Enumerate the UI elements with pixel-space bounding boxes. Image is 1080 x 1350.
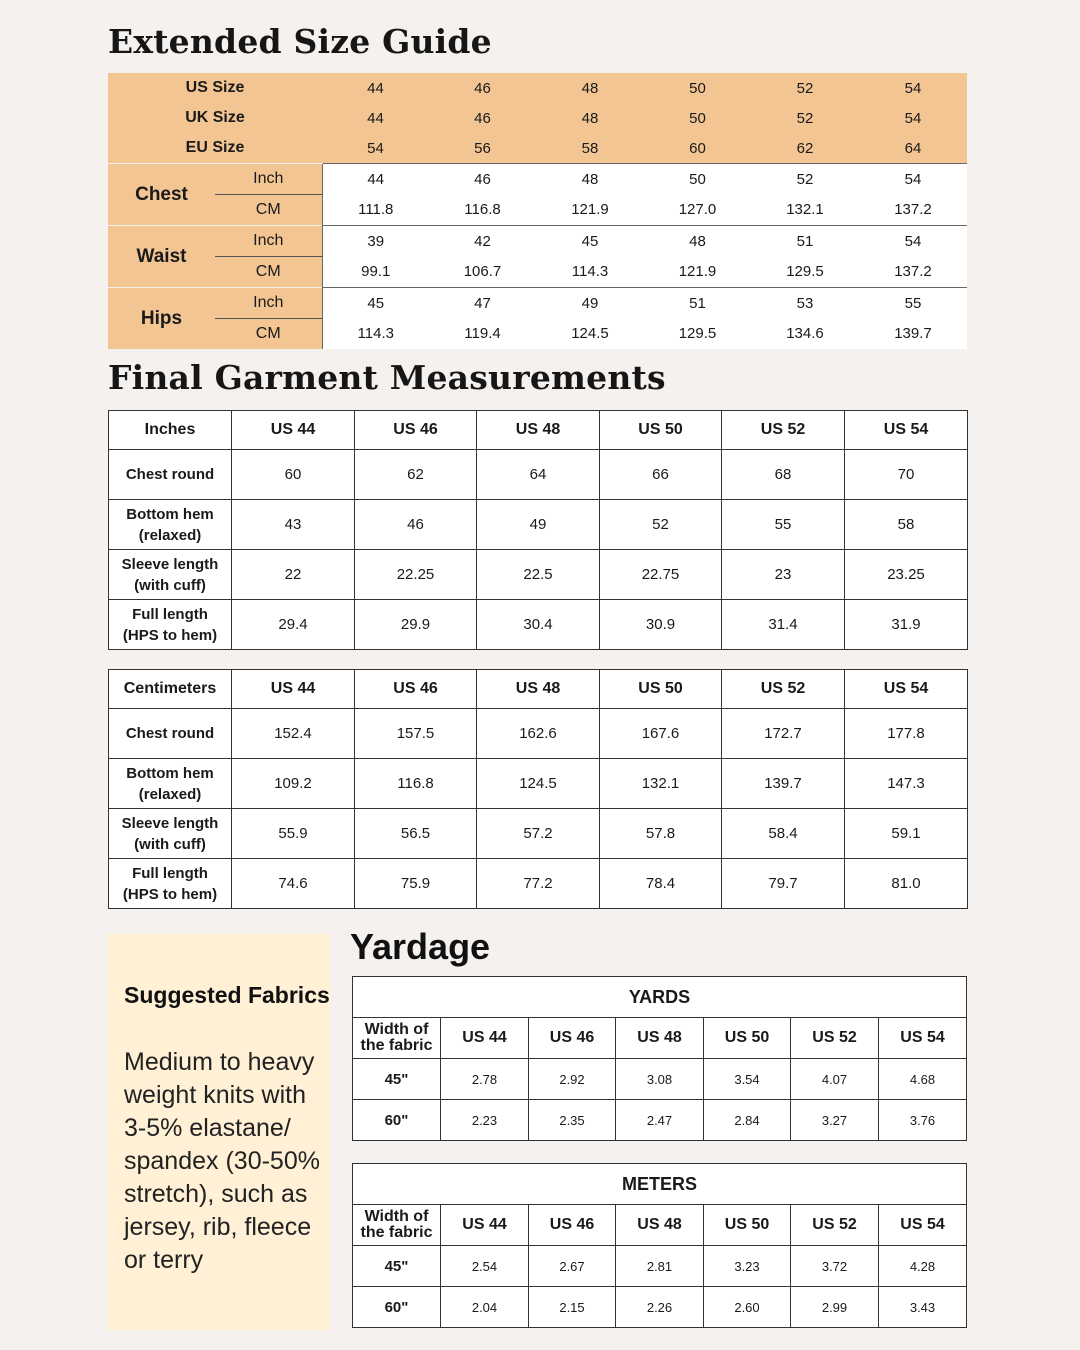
size-header: US 48 bbox=[616, 1018, 704, 1059]
cell: 129.5 bbox=[751, 257, 859, 288]
cell: 54 bbox=[859, 73, 967, 103]
cell: 31.4 bbox=[722, 600, 845, 650]
table-row bbox=[109, 450, 968, 500]
fabrics-title: Suggested Fabrics bbox=[124, 982, 330, 1008]
size-header: US 50 bbox=[704, 1205, 791, 1246]
cell: 139.7 bbox=[722, 759, 845, 809]
cell: 129.5 bbox=[644, 319, 751, 350]
chest-label: Chest bbox=[108, 164, 215, 226]
cell: 132.1 bbox=[600, 759, 722, 809]
table-row bbox=[109, 759, 968, 809]
cell: 3.43 bbox=[879, 1287, 967, 1328]
cell: 22.25 bbox=[355, 550, 477, 600]
table-row bbox=[109, 550, 968, 600]
cell: 2.23 bbox=[441, 1100, 529, 1141]
cell: 4.28 bbox=[879, 1246, 967, 1287]
cell: 46 bbox=[355, 500, 477, 550]
size-header: US 48 bbox=[477, 411, 600, 450]
cell: 157.5 bbox=[355, 709, 477, 759]
cell: 48 bbox=[536, 73, 644, 103]
yards-caption: YARDS bbox=[353, 977, 967, 1018]
table-row bbox=[109, 600, 968, 650]
table-row bbox=[109, 809, 968, 859]
cell: 42 bbox=[429, 226, 536, 257]
size-header: US 50 bbox=[704, 1018, 791, 1059]
cell: 52 bbox=[600, 500, 722, 550]
cell: 48 bbox=[644, 226, 751, 257]
table-row bbox=[353, 1100, 967, 1141]
row-label: 45" bbox=[353, 1246, 441, 1287]
cell: 44 bbox=[322, 73, 429, 103]
row-label: 60" bbox=[353, 1100, 441, 1141]
unit-inch: Inch bbox=[215, 226, 322, 257]
cell: 53 bbox=[751, 288, 859, 319]
cell: 64 bbox=[859, 133, 967, 164]
row-label: Sleeve length (with cuff) bbox=[109, 809, 232, 859]
cell: 62 bbox=[751, 133, 859, 164]
waist-label: Waist bbox=[108, 226, 215, 288]
cell: 2.47 bbox=[616, 1100, 704, 1141]
cell: 70 bbox=[845, 450, 968, 500]
row-label: Chest round bbox=[109, 709, 232, 759]
cell: 58 bbox=[536, 133, 644, 164]
cell: 2.67 bbox=[529, 1246, 616, 1287]
cell: 44 bbox=[322, 164, 429, 195]
cell: 3.72 bbox=[791, 1246, 879, 1287]
cell: 54 bbox=[859, 164, 967, 195]
cell: 137.2 bbox=[859, 257, 967, 288]
row-label: Full length (HPS to hem) bbox=[109, 600, 232, 650]
cell: 55 bbox=[859, 288, 967, 319]
waist-inch-row bbox=[108, 226, 967, 257]
cell: 31.9 bbox=[845, 600, 968, 650]
table-header bbox=[109, 411, 968, 450]
cell: 46 bbox=[429, 103, 536, 133]
cell: 52 bbox=[751, 164, 859, 195]
us-size-label: US Size bbox=[108, 73, 322, 103]
size-header: US 50 bbox=[600, 670, 722, 709]
hips-label: Hips bbox=[108, 288, 215, 350]
cell: 54 bbox=[859, 226, 967, 257]
table-row bbox=[109, 709, 968, 759]
table-caption bbox=[353, 1164, 967, 1205]
cell: 64 bbox=[477, 450, 600, 500]
cell: 172.7 bbox=[722, 709, 845, 759]
cell: 59.1 bbox=[845, 809, 968, 859]
cell: 132.1 bbox=[751, 195, 859, 226]
size-guide-title: Extended Size Guide bbox=[108, 22, 492, 61]
size-header: US 44 bbox=[232, 411, 355, 450]
cell: 177.8 bbox=[845, 709, 968, 759]
cell: 45 bbox=[322, 288, 429, 319]
table-caption bbox=[353, 977, 967, 1018]
cell: 49 bbox=[536, 288, 644, 319]
width-of-fabric-header: Width of the fabric bbox=[353, 1018, 441, 1059]
cell: 44 bbox=[322, 103, 429, 133]
unit-header: Inches bbox=[109, 411, 232, 450]
cell: 48 bbox=[536, 103, 644, 133]
cell: 23 bbox=[722, 550, 845, 600]
cell: 119.4 bbox=[429, 319, 536, 350]
cell: 114.3 bbox=[536, 257, 644, 288]
cell: 62 bbox=[355, 450, 477, 500]
cell: 2.78 bbox=[441, 1059, 529, 1100]
cell: 3.23 bbox=[704, 1246, 791, 1287]
cell: 56 bbox=[429, 133, 536, 164]
unit-header: Centimeters bbox=[109, 670, 232, 709]
row-label: Full length (HPS to hem) bbox=[109, 859, 232, 909]
cell: 75.9 bbox=[355, 859, 477, 909]
cell: 152.4 bbox=[232, 709, 355, 759]
eu-size-label: EU Size bbox=[108, 133, 322, 164]
cell: 2.54 bbox=[441, 1246, 529, 1287]
table-header bbox=[353, 1018, 967, 1059]
unit-inch: Inch bbox=[215, 164, 322, 195]
cell: 4.07 bbox=[791, 1059, 879, 1100]
cell: 2.60 bbox=[704, 1287, 791, 1328]
size-header: US 52 bbox=[722, 670, 845, 709]
size-header: US 54 bbox=[845, 670, 968, 709]
unit-cm: CM bbox=[215, 195, 322, 226]
cell: 55 bbox=[722, 500, 845, 550]
size-header: US 46 bbox=[355, 411, 477, 450]
table-row bbox=[353, 1059, 967, 1100]
cell: 48 bbox=[536, 164, 644, 195]
cell: 58 bbox=[845, 500, 968, 550]
cell: 116.8 bbox=[355, 759, 477, 809]
cell: 47 bbox=[429, 288, 536, 319]
cell: 60 bbox=[644, 133, 751, 164]
cell: 52 bbox=[751, 103, 859, 133]
size-header: US 48 bbox=[616, 1205, 704, 1246]
us-size-row bbox=[108, 73, 967, 103]
cell: 4.68 bbox=[879, 1059, 967, 1100]
cell: 50 bbox=[644, 103, 751, 133]
cell: 2.92 bbox=[529, 1059, 616, 1100]
inches-table bbox=[108, 410, 968, 650]
cell: 2.99 bbox=[791, 1287, 879, 1328]
cell: 23.25 bbox=[845, 550, 968, 600]
cell: 68 bbox=[722, 450, 845, 500]
size-header: US 52 bbox=[791, 1205, 879, 1246]
row-label: Bottom hem (relaxed) bbox=[109, 759, 232, 809]
cell: 51 bbox=[644, 288, 751, 319]
table-header bbox=[109, 670, 968, 709]
cell: 124.5 bbox=[536, 319, 644, 350]
eu-size-row bbox=[108, 133, 967, 164]
cell: 50 bbox=[644, 164, 751, 195]
unit-cm: CM bbox=[215, 319, 322, 350]
size-header: US 54 bbox=[879, 1205, 967, 1246]
cell: 114.3 bbox=[322, 319, 429, 350]
cell: 51 bbox=[751, 226, 859, 257]
table-row bbox=[353, 1287, 967, 1328]
cell: 57.8 bbox=[600, 809, 722, 859]
cell: 46 bbox=[429, 164, 536, 195]
garment-title: Final Garment Measurements bbox=[108, 358, 666, 397]
waist-cm-row bbox=[108, 257, 967, 288]
cell: 74.6 bbox=[232, 859, 355, 909]
size-guide-table bbox=[108, 73, 967, 349]
meters-caption: METERS bbox=[353, 1164, 967, 1205]
cell: 134.6 bbox=[751, 319, 859, 350]
cell: 54 bbox=[859, 103, 967, 133]
uk-size-label: UK Size bbox=[108, 103, 322, 133]
cell: 45 bbox=[536, 226, 644, 257]
size-header: US 54 bbox=[845, 411, 968, 450]
cell: 3.08 bbox=[616, 1059, 704, 1100]
size-header: US 46 bbox=[529, 1018, 616, 1059]
cell: 57.2 bbox=[477, 809, 600, 859]
cell: 29.4 bbox=[232, 600, 355, 650]
size-header: US 52 bbox=[791, 1018, 879, 1059]
width-of-fabric-header: Width of the fabric bbox=[353, 1205, 441, 1246]
size-header: US 52 bbox=[722, 411, 845, 450]
cell: 66 bbox=[600, 450, 722, 500]
cell: 22 bbox=[232, 550, 355, 600]
yardage-title: Yardage bbox=[350, 926, 491, 967]
cell: 60 bbox=[232, 450, 355, 500]
cell: 2.35 bbox=[529, 1100, 616, 1141]
cell: 121.9 bbox=[536, 195, 644, 226]
centimeters-table bbox=[108, 669, 968, 909]
uk-size-row bbox=[108, 103, 967, 133]
cell: 77.2 bbox=[477, 859, 600, 909]
cell: 2.81 bbox=[616, 1246, 704, 1287]
unit-cm: CM bbox=[215, 257, 322, 288]
row-label: Sleeve length (with cuff) bbox=[109, 550, 232, 600]
yards-table bbox=[352, 976, 967, 1141]
chest-cm-row bbox=[108, 195, 967, 226]
cell: 78.4 bbox=[600, 859, 722, 909]
cell: 137.2 bbox=[859, 195, 967, 226]
size-header: US 44 bbox=[232, 670, 355, 709]
cell: 2.04 bbox=[441, 1287, 529, 1328]
cell: 2.26 bbox=[616, 1287, 704, 1328]
cell: 81.0 bbox=[845, 859, 968, 909]
size-header: US 50 bbox=[600, 411, 722, 450]
table-row bbox=[109, 500, 968, 550]
cell: 79.7 bbox=[722, 859, 845, 909]
meters-table bbox=[352, 1163, 967, 1328]
size-header: US 46 bbox=[355, 670, 477, 709]
cell: 124.5 bbox=[477, 759, 600, 809]
cell: 52 bbox=[751, 73, 859, 103]
cell: 111.8 bbox=[322, 195, 429, 226]
cell: 30.9 bbox=[600, 600, 722, 650]
hips-inch-row bbox=[108, 288, 967, 319]
cell: 49 bbox=[477, 500, 600, 550]
cell: 99.1 bbox=[322, 257, 429, 288]
cell: 3.76 bbox=[879, 1100, 967, 1141]
size-header: US 44 bbox=[441, 1205, 529, 1246]
cell: 109.2 bbox=[232, 759, 355, 809]
cell: 43 bbox=[232, 500, 355, 550]
cell: 22.5 bbox=[477, 550, 600, 600]
row-label: Chest round bbox=[109, 450, 232, 500]
cell: 2.84 bbox=[704, 1100, 791, 1141]
cell: 55.9 bbox=[232, 809, 355, 859]
cell: 106.7 bbox=[429, 257, 536, 288]
row-label: 45" bbox=[353, 1059, 441, 1100]
cell: 2.15 bbox=[529, 1287, 616, 1328]
cell: 121.9 bbox=[644, 257, 751, 288]
cell: 58.4 bbox=[722, 809, 845, 859]
cell: 29.9 bbox=[355, 600, 477, 650]
cell: 116.8 bbox=[429, 195, 536, 226]
size-header: US 48 bbox=[477, 670, 600, 709]
cell: 56.5 bbox=[355, 809, 477, 859]
cell: 139.7 bbox=[859, 319, 967, 350]
cell: 22.75 bbox=[600, 550, 722, 600]
suggested-fabrics-panel bbox=[108, 934, 330, 1330]
row-label: Bottom hem (relaxed) bbox=[109, 500, 232, 550]
fabrics-description: Medium to heavy weight knits with 3-5% elastane/ spandex (30-50% stretch), such as jersey, rib, fleece or terry bbox=[124, 1048, 320, 1274]
table-header bbox=[353, 1205, 967, 1246]
cell: 46 bbox=[429, 73, 536, 103]
cell: 39 bbox=[322, 226, 429, 257]
size-header: US 44 bbox=[441, 1018, 529, 1059]
cell: 167.6 bbox=[600, 709, 722, 759]
table-row bbox=[109, 859, 968, 909]
cell: 3.27 bbox=[791, 1100, 879, 1141]
cell: 54 bbox=[322, 133, 429, 164]
cell: 50 bbox=[644, 73, 751, 103]
cell: 147.3 bbox=[845, 759, 968, 809]
cell: 3.54 bbox=[704, 1059, 791, 1100]
table-row bbox=[353, 1246, 967, 1287]
row-label: 60" bbox=[353, 1287, 441, 1328]
hips-cm-row bbox=[108, 319, 967, 350]
size-header: US 46 bbox=[529, 1205, 616, 1246]
chest-inch-row bbox=[108, 164, 967, 195]
unit-inch: Inch bbox=[215, 288, 322, 319]
cell: 162.6 bbox=[477, 709, 600, 759]
size-header: US 54 bbox=[879, 1018, 967, 1059]
cell: 30.4 bbox=[477, 600, 600, 650]
cell: 127.0 bbox=[644, 195, 751, 226]
